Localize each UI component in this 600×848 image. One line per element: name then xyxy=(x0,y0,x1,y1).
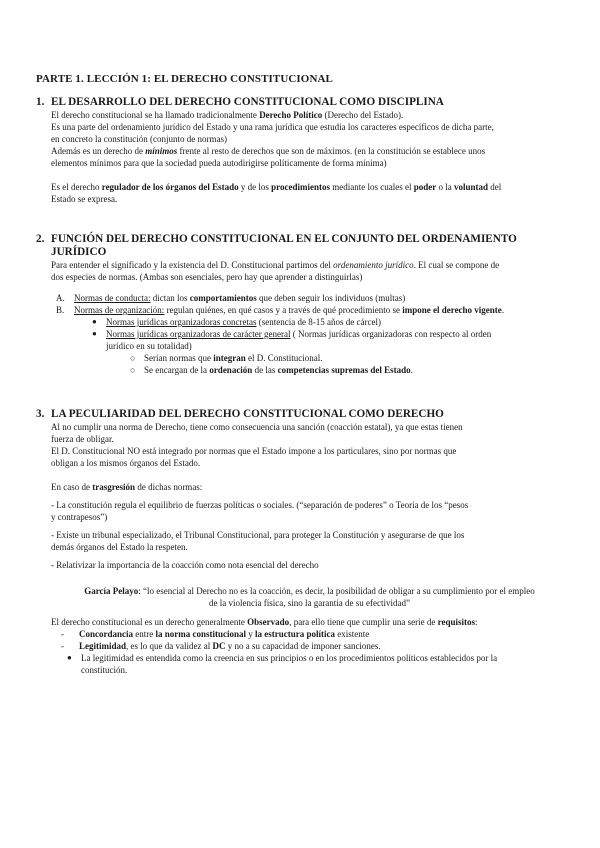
text: mediante los cuales el xyxy=(330,182,414,192)
section-3-body xyxy=(36,421,568,676)
bold-text: requisitos xyxy=(437,617,475,627)
circle-bullet-icon: ○ xyxy=(130,353,136,363)
list-item-text xyxy=(144,352,322,364)
section-1-body xyxy=(36,109,568,205)
section-2-number: 2. xyxy=(36,233,45,245)
bullet-icon: ● xyxy=(92,317,97,326)
section-3-number: 3. xyxy=(36,408,45,420)
quote xyxy=(51,585,568,597)
paragraph: - La constitución regula el equilibrio de fuerzas políticas o sociales. (“separación de poderes” o Teoría de los “pesos xyxy=(51,500,469,510)
paragraph: y contrapesos”) xyxy=(51,512,108,522)
paragraph: Al no cumplir una norma de Derecho, tiene como consecuencia una sanción (coacción estatal), ya que estas tienen xyxy=(51,422,463,432)
text: . xyxy=(410,365,413,375)
bold-text: regulador de los órganos del Estado xyxy=(101,182,239,192)
text: dictan los xyxy=(150,293,190,303)
bold-text: poder xyxy=(413,182,437,192)
section-3-heading xyxy=(36,408,568,421)
quote-text: : “lo esencial al Derecho no es la coacción, es decir, la posibilidad de obligar a su cumplimiento por el empleo xyxy=(138,586,535,596)
circle-bullet-icon: ○ xyxy=(130,365,136,375)
text: constitución. xyxy=(81,665,128,675)
text: existente xyxy=(335,629,370,639)
text: En caso de xyxy=(51,482,93,492)
quote: de la violencia física, sino la garantía de su efectividad” xyxy=(209,598,410,608)
list-marker: B. xyxy=(56,305,65,315)
paragraph xyxy=(51,259,568,271)
sublist-item xyxy=(92,328,568,352)
text: jurídico en su totalidad) xyxy=(106,341,192,351)
paragraph xyxy=(51,109,568,121)
paragraph xyxy=(51,181,568,193)
text: Además es un derecho de xyxy=(51,146,146,156)
text: del xyxy=(488,182,502,192)
text: . El cual se compone de xyxy=(413,260,500,270)
sub-sublist xyxy=(92,352,568,376)
paragraph: - Relativizar la importancia de la coacción como nota esencial del derecho xyxy=(51,560,319,570)
section-2-heading xyxy=(36,233,568,259)
text: frente al resto de derechos que son de máximos. (en la constitución se establece unos xyxy=(177,146,486,156)
bold-text: trasgresión xyxy=(92,482,136,492)
text: entre xyxy=(133,629,156,639)
bold-text: comportamientos xyxy=(189,293,257,303)
section-3-title: LA PECULIARIDAD DEL DERECHO CONSTITUCIONAL COMO DERECHO xyxy=(51,408,444,420)
section-2-title: FUNCIÓN DEL DERECHO CONSTITUCIONAL EN EL CONJUNTO DEL ORDENAMIENTO JURÍDICO xyxy=(51,233,517,258)
quote-author: García Pelayo xyxy=(84,586,139,596)
bold-text: la norma constitucional xyxy=(155,629,247,639)
sub-sublist-item xyxy=(130,364,568,376)
text: Es el derecho xyxy=(51,182,102,192)
text: El derecho constitucional se ha llamado tradicionalmente xyxy=(51,110,260,120)
section-1 xyxy=(36,96,568,205)
text: regulan quiénes, en qué casos y a través de qué procedimiento se xyxy=(164,305,403,315)
text: de dichas normas: xyxy=(135,482,203,492)
underlined-text: Normas de organización: xyxy=(74,305,165,315)
list-marker: - xyxy=(61,629,64,639)
list-item-text xyxy=(79,640,381,652)
section-3 xyxy=(36,408,568,676)
paragraph: El D. Constitucional NO está integrado por normas que el Estado impone a los particulares, sino por normas que xyxy=(51,446,457,456)
paragraph: demás órganos del Estado la respeten. xyxy=(51,542,188,552)
bold-text: impone el derecho vigente xyxy=(402,305,502,315)
list-item-text xyxy=(74,304,504,316)
text: : xyxy=(474,617,478,627)
list-marker: - xyxy=(61,641,64,651)
paragraph xyxy=(51,481,568,493)
text: de las xyxy=(252,365,278,375)
text: el D. Constitucional. xyxy=(245,353,323,363)
list-item xyxy=(61,652,568,676)
text: El derecho constitucional es un derecho generalmente xyxy=(51,617,248,627)
text: Para entender el significado y la existencia del D. Constitucional partimos del xyxy=(51,260,334,270)
paragraph: - Existe un tribunal especializado, el Tribunal Constitucional, para proteger la Constitución y asegurarse de que los xyxy=(51,530,465,540)
text: y no a su capacidad de imponer sanciones. xyxy=(225,641,381,651)
text: y xyxy=(246,629,256,639)
paragraph: en concreto la constitución (conjunto de normas) xyxy=(51,134,227,144)
sublist-item xyxy=(92,316,568,328)
requirements-list xyxy=(51,628,568,676)
bullet-icon: ● xyxy=(92,329,97,338)
bold-text: voluntad xyxy=(454,182,489,192)
text: La legitimidad es entendida como la creencia en sus principios o en los procedimientos políticos establecidos por la xyxy=(81,653,498,663)
bold-text: DC xyxy=(212,641,226,651)
paragraph xyxy=(51,616,568,628)
bold-text: ordenación xyxy=(209,365,253,375)
list-item-text xyxy=(79,628,369,640)
paragraph: Estado se expresa. xyxy=(51,194,118,204)
bold-text: Concordancia xyxy=(79,629,133,639)
sub-sublist-item xyxy=(130,352,568,364)
text: , es lo que da validez al xyxy=(126,641,213,651)
text: que deben seguir los individuos (multas) xyxy=(256,293,406,303)
section-1-number: 1. xyxy=(36,96,45,108)
italic-text: ordenamiento jurídico xyxy=(333,260,414,270)
list-item-a xyxy=(56,292,568,304)
bold-text: Legitimidad xyxy=(79,641,127,651)
bullet-icon: ● xyxy=(67,653,72,662)
part-title: PARTE 1. LECCIÓN 1: EL DERECHO CONSTITUCIONAL xyxy=(36,73,333,85)
bold-text: procedimientos xyxy=(271,182,331,192)
list-item xyxy=(61,640,568,652)
text: o la xyxy=(436,182,454,192)
list-item-text xyxy=(74,292,405,304)
paragraph: dos especies de normas. (Ambas son esenciales, pero hay que aprender a distinguirlas) xyxy=(51,272,363,282)
list-item xyxy=(61,628,568,640)
underlined-text: Normas jurídicas organizadoras concretas xyxy=(106,317,257,327)
underlined-text: Normas jurídicas organizadoras de carácter general xyxy=(106,329,291,339)
norm-list xyxy=(36,292,568,376)
text: . xyxy=(501,305,505,315)
paragraph: obligan a los mismos órganos del Estado. xyxy=(51,458,201,468)
bold-text: Derecho Político xyxy=(259,110,323,120)
bold-text: competencias supremas del Estado xyxy=(277,365,411,375)
list-item-b xyxy=(56,304,568,316)
section-2-body xyxy=(36,259,568,283)
text: ( Normas jurídicas organizadoras con respecto al orden xyxy=(290,329,492,339)
paragraph xyxy=(51,145,568,157)
list-item-text xyxy=(106,316,381,328)
list-item-text xyxy=(144,364,413,376)
bold-text: la estructura política xyxy=(255,629,336,639)
paragraph: elementos mínimos para que la sociedad pueda autodirigirse políticamente de forma mínima) xyxy=(51,158,387,168)
text: y de los xyxy=(238,182,272,192)
text: (Derecho del Estado). xyxy=(322,110,404,120)
text: , para ello tiene que cumplir una serie de xyxy=(289,617,438,627)
bold-italic-text: mínimos xyxy=(145,146,178,156)
paragraph: Es una parte del ordenamiento jurídico del Estado y una rama jurídica que estudia los caracteres específicos de dicha parte, xyxy=(51,122,494,132)
section-1-heading xyxy=(36,96,568,109)
list-item-text xyxy=(106,328,491,352)
bold-text: Observado xyxy=(247,617,290,627)
list-item-text xyxy=(81,652,497,676)
list-marker: A. xyxy=(56,293,65,303)
underlined-text: Normas de conducta: xyxy=(74,293,151,303)
bold-text: integran xyxy=(213,353,246,363)
paragraph: fuerza de obligar. xyxy=(51,434,114,444)
text: Serían normas que xyxy=(144,353,214,363)
section-2 xyxy=(36,233,568,376)
section-1-title: EL DESARROLLO DEL DERECHO CONSTITUCIONAL COMO DISCIPLINA xyxy=(51,96,444,108)
text: Se encargan de la xyxy=(144,365,210,375)
text: (sentencia de 8-15 años de cárcel) xyxy=(256,317,381,327)
sublist xyxy=(56,316,568,376)
